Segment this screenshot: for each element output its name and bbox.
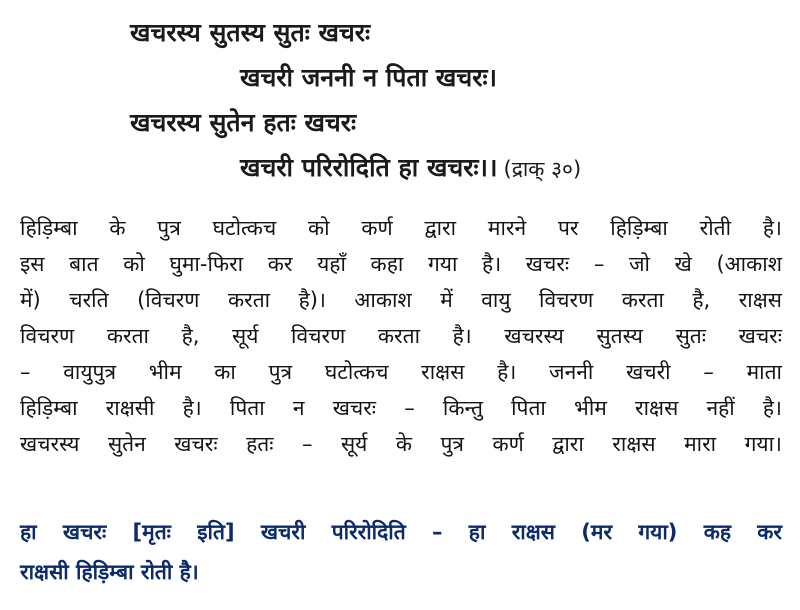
verse-reference: (द्राक् ३०) <box>503 157 582 181</box>
explanation-line: हिड़िम्बा के पुत्र घटोत्कच को कर्ण द्वारा मारने पर हिड़िम्बा रोती है। <box>20 216 782 240</box>
explanation-line: विचरण करता है, सूर्य विचरण करता है। खचरस्य सुतस्य सुतः खचरः <box>20 324 782 348</box>
explanation-line: हिड़िम्बा राक्षसी है। पिता न खचरः – किन्तु पिता भीम राक्षस नहीं है। <box>20 396 782 420</box>
conclusion-line: राक्षसी हिड़िम्बा रोती है। <box>20 560 199 584</box>
conclusion-line: हा खचरः [मृतः इति] खचरी परिरोदिति – हा राक्षस (मर गया) कह कर <box>20 520 782 544</box>
verse-line-4-text: खचरी परिरोदिति हा खचरः।। <box>240 153 498 182</box>
verse-line-2: खचरी जननी न पिता खचरः। <box>240 63 497 92</box>
explanation-paragraph <box>20 210 782 462</box>
verse-line-4 <box>240 153 581 184</box>
conclusion-paragraph <box>20 512 782 592</box>
explanation-line: – वायुपुत्र भीम का पुत्र घटोत्कच राक्षस है। जननी खचरी – माता <box>20 360 782 384</box>
explanation-line: इस बात को घुमा-फिरा कर यहाँ कहा गया है। खचरः – जो खे (आकाश <box>20 252 782 276</box>
verse-line-1: खचरस्य सुतस्य सुतः खचरः <box>130 18 371 47</box>
explanation-line: खचरस्य सुतेन खचरः हतः – सूर्य के पुत्र कर्ण द्वारा राक्षस मारा गया। <box>20 432 782 456</box>
verse-line-3: खचरस्य सुतेन हतः खचरः <box>130 108 357 137</box>
explanation-line: में) चरति (विचरण करता है)। आकाश में वायु विचरण करता है, राक्षस <box>20 288 782 312</box>
